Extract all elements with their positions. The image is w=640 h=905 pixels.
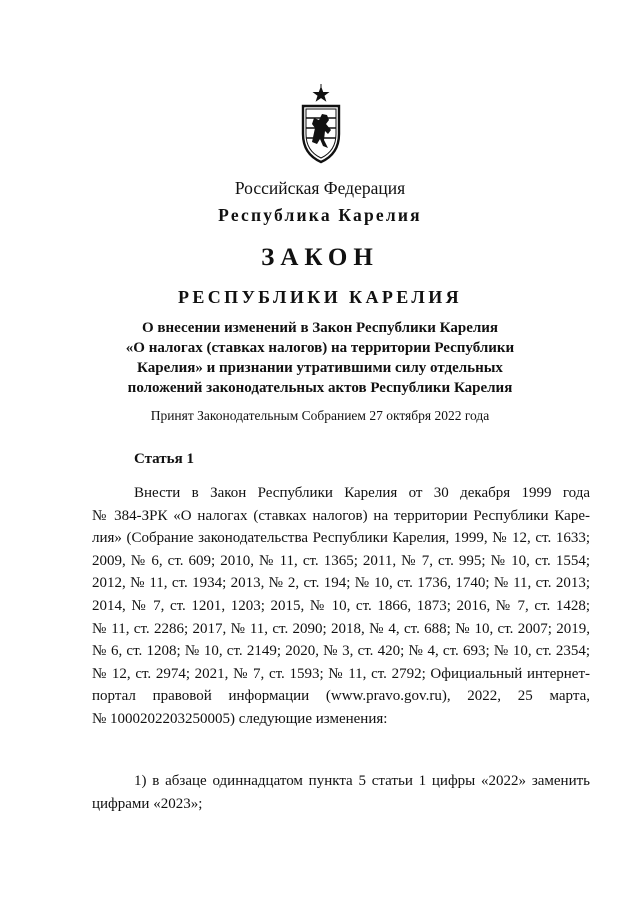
document-type: ЗАКОН — [261, 244, 379, 271]
law-title-line: Карелия» и признании утратившими силу отдельных — [137, 360, 503, 376]
adoption-note: Принят Законодательным Собранием 27 октября 2022 года — [150, 408, 490, 423]
paragraph-line: портал правовой информации (www.pravo.gov.ru), 2022, 25 марта, — [92, 688, 590, 705]
article-paragraph — [92, 482, 590, 731]
paragraph-line: № 384-ЗРК «О налогах (ставках налогов) на территории Республики Каре- — [92, 507, 590, 524]
document-issuer: РЕСПУБЛИКИ КАРЕЛИЯ — [177, 287, 463, 307]
paragraph-line: 2012, № 11, ст. 1934; 2013, № 2, ст. 194; № 10, ст. 1736, 1740; № 11, ст. 2013; — [92, 575, 590, 592]
law-title-line: положений законодательных актов Республики Карелия — [127, 380, 513, 396]
law-title-line: «О налогах (ставках налогов) на территории Республики — [125, 340, 515, 356]
paragraph-line: 2009, № 6, ст. 609; 2010, № 11, ст. 1365; 2011, № 7, ст. 995; № 10, ст. 1554; — [92, 552, 590, 569]
paragraph-line: 2014, № 7, ст. 1201, 1203; 2015, № 10, ст. 1866, 1873; 2016, № 7, ст. 1428; — [92, 597, 590, 614]
article-item — [92, 770, 590, 815]
law-title-line: О внесении изменений в Закон Республики Карелия — [141, 320, 499, 336]
paragraph-line: лия» (Собрание законодательства Республики Карелия, 1999, № 12, ст. 1633; — [92, 530, 590, 547]
paragraph-line: № 11, ст. 2286; 2017, № 11, ст. 2090; 2018, № 4, ст. 688; № 10, ст. 2007; 2019, — [92, 620, 590, 637]
paragraph-line: Внести в Закон Республики Карелия от 30 декабря 1999 года — [134, 485, 590, 501]
paragraph-line: № 12, ст. 2974; 2021, № 7, ст. 1593; № 11, ст. 2792; Официальный интернет- — [92, 665, 590, 682]
paragraph-line: № 6, ст. 1208; № 10, ст. 2149; 2020, № 3, ст. 420; № 4, ст. 693; № 10, ст. 2354; — [92, 643, 590, 660]
item-line: 1) в абзаце одиннадцатом пункта 5 статьи 1 цифры «2022» заменить — [134, 773, 590, 789]
karelia-coat-of-arms-icon — [298, 84, 344, 164]
republic-name: Республика Карелия — [218, 205, 422, 225]
country-name: Российская Федерация — [234, 178, 406, 198]
law-title — [0, 318, 640, 398]
paragraph-line: № 1000202203250005) следующие изменения: — [92, 710, 388, 727]
item-line: цифрами «2023»; — [92, 795, 203, 812]
article-heading: Статья 1 — [134, 451, 194, 467]
